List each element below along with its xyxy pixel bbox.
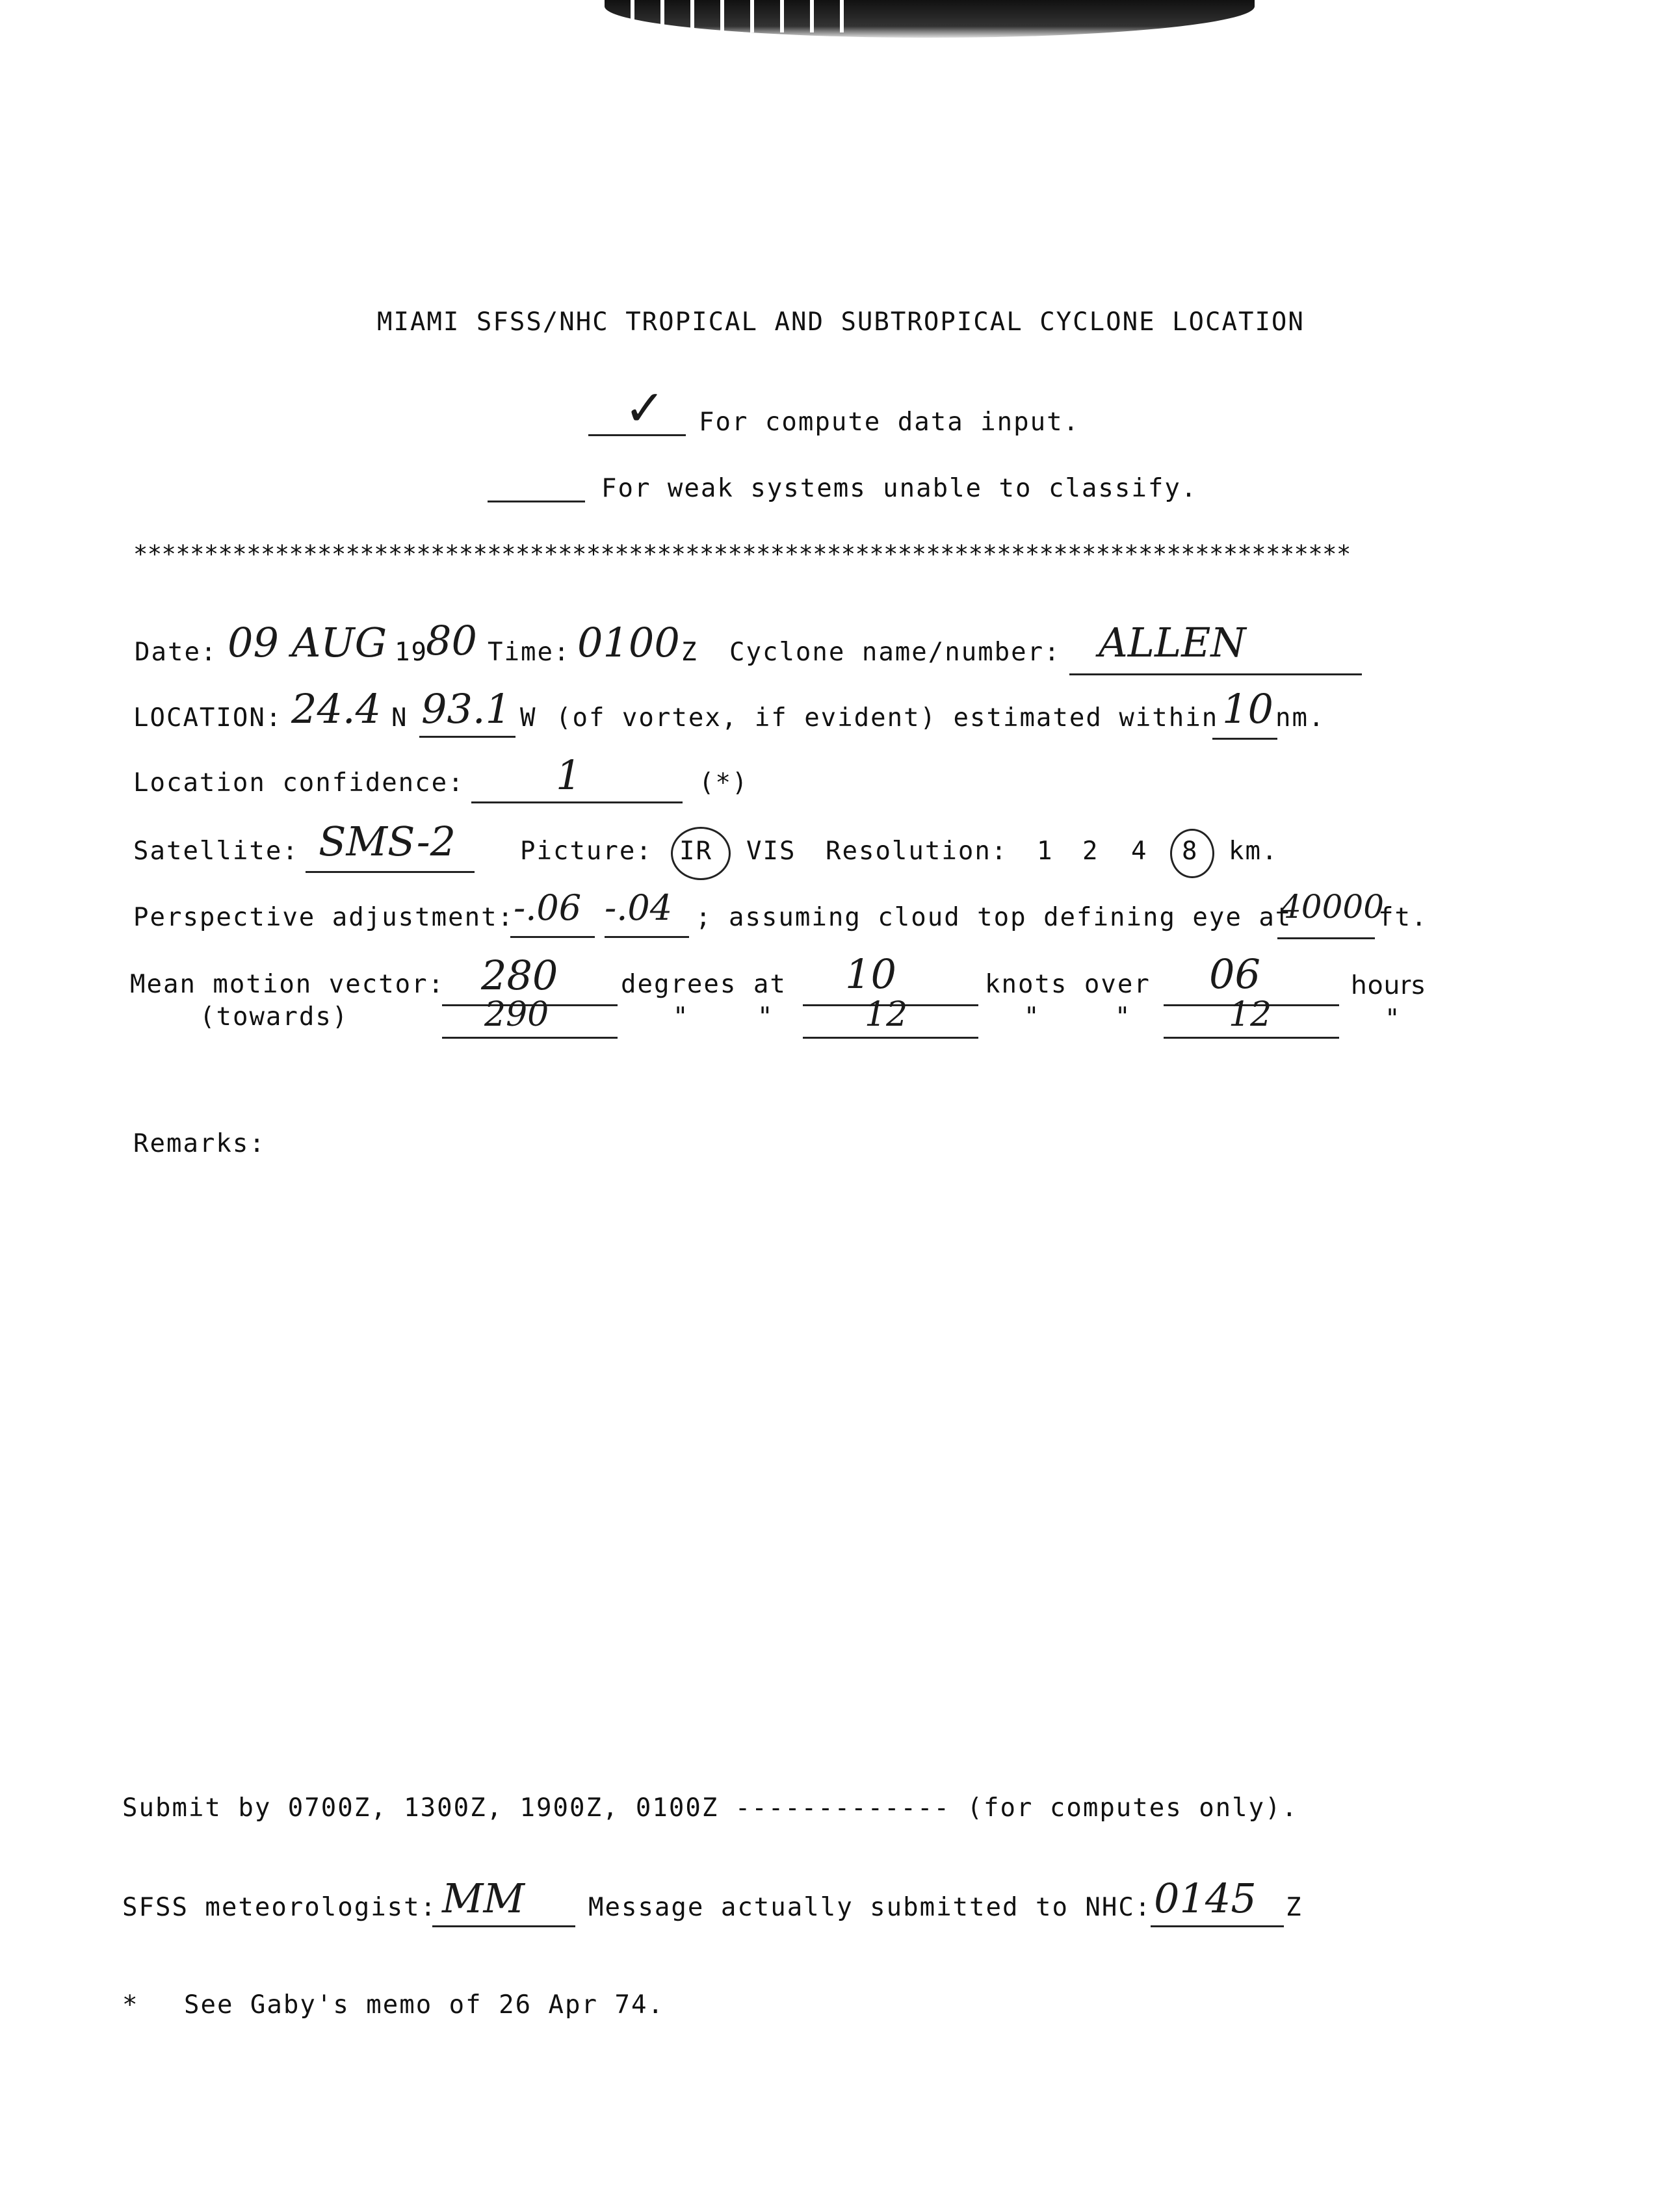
res-option-4[interactable]: 4 (1131, 837, 1148, 866)
message-blank (1151, 1925, 1284, 1927)
compute-check[interactable]: ✓ (624, 379, 666, 437)
meteorologist-value[interactable]: MM (442, 1875, 525, 1922)
location-lat-dir: N (391, 703, 408, 733)
perspective-value-1[interactable]: -.06 (514, 887, 582, 928)
meteorologist-blank (432, 1925, 575, 1927)
message-suffix: Z (1286, 1893, 1303, 1922)
cyclone-blank (1069, 673, 1362, 675)
within-blank (1212, 738, 1277, 740)
motion-label: Mean motion vector: (130, 970, 445, 999)
ditto-4: " (1115, 1002, 1132, 1032)
cyclone-value[interactable]: ALLEN (1099, 619, 1246, 666)
height-blank (1277, 937, 1375, 939)
ditto-1: " (673, 1002, 690, 1032)
res-option-8[interactable]: 8 (1182, 837, 1199, 866)
form-title: MIAMI SFSS/NHC TROPICAL AND SUBTROPICAL CYCLONE LOCATION (377, 307, 1305, 337)
confidence-blank (471, 801, 683, 803)
remarks-label: Remarks: (133, 1129, 266, 1158)
confidence-note: (*) (699, 768, 749, 798)
cyclone-label: Cyclone name/number: (729, 638, 1061, 667)
motion-knots-2[interactable]: 12 (865, 995, 908, 1034)
knots-blank-2 (803, 1037, 978, 1039)
meteorologist-label: SFSS meteorologist: (122, 1893, 437, 1922)
ditto-3: " (1024, 1002, 1041, 1032)
location-label: LOCATION: (133, 703, 283, 733)
picture-label: Picture: (520, 837, 653, 866)
location-within[interactable]: 10 (1222, 685, 1273, 733)
perspective-blank-1 (510, 936, 595, 938)
year-suffix[interactable]: 80 (426, 617, 477, 664)
footnote-star: * (122, 1990, 139, 2020)
year-prefix: 19 (395, 638, 428, 667)
confidence-value[interactable]: 1 (556, 751, 582, 799)
perspective-unit: ft. (1378, 903, 1428, 932)
resolution-unit: km. (1229, 837, 1279, 866)
hours-label: hours (1351, 971, 1426, 1000)
submit-text: Submit by 0700Z, 1300Z, 1900Z, 0100Z ------------- (for computes only). (122, 1793, 1299, 1823)
motion-knots-1[interactable]: 10 (845, 950, 896, 998)
hours-blank-2 (1164, 1037, 1339, 1039)
satellite-label: Satellite: (133, 837, 299, 866)
resolution-label: Resolution: (826, 837, 1008, 866)
location-lon-dir: W (520, 703, 537, 733)
message-time[interactable]: 0145 (1154, 1875, 1257, 1922)
perspective-height[interactable]: 40000 (1281, 888, 1385, 926)
weak-blank[interactable] (488, 501, 585, 502)
picture-ir[interactable]: IR (679, 837, 712, 866)
perspective-blank-2 (605, 936, 689, 938)
perspective-label: Perspective adjustment: (133, 903, 515, 932)
time-suffix: Z (681, 638, 698, 667)
motion-degrees-1[interactable]: 280 (481, 952, 558, 999)
motion-hours-2[interactable]: 12 (1229, 995, 1272, 1034)
satellite-blank (306, 871, 475, 873)
location-text: (of vortex, if evident) estimated within (556, 703, 1219, 733)
lon-blank (419, 736, 515, 738)
date-label: Date: (135, 638, 218, 667)
time-label: Time: (488, 638, 571, 667)
ditto-5: " (1385, 1004, 1402, 1034)
motion-degrees-2[interactable]: 290 (484, 995, 549, 1034)
time-value[interactable]: 0100 (577, 619, 680, 666)
degrees-blank-2 (442, 1037, 618, 1039)
location-lon[interactable]: 93.1 (421, 685, 512, 733)
scan-edge (605, 0, 1255, 38)
location-unit: nm. (1275, 703, 1325, 733)
separator: ************************************************************************************** (133, 540, 1351, 568)
motion-sublabel: (towards) (200, 1002, 349, 1032)
degrees-label: degrees at (621, 970, 787, 999)
date-value[interactable]: 09 AUG (228, 619, 387, 666)
weak-label: For weak systems unable to classify. (601, 474, 1198, 503)
picture-vis[interactable]: VIS (746, 837, 796, 866)
satellite-value[interactable]: SMS-2 (319, 818, 456, 865)
footnote-text: See Gaby's memo of 26 Apr 74. (184, 1990, 664, 2020)
message-label: Message actually submitted to NHC: (588, 1893, 1152, 1922)
knots-label: knots over (985, 970, 1151, 999)
perspective-text: ; assuming cloud top defining eye at (696, 903, 1292, 932)
res-option-2[interactable]: 2 (1082, 837, 1099, 866)
compute-label: For compute data input. (699, 408, 1080, 437)
location-lat[interactable]: 24.4 (291, 685, 382, 733)
ditto-2: " (757, 1002, 774, 1032)
perspective-value-2[interactable]: -.04 (605, 887, 673, 928)
confidence-label: Location confidence: (133, 768, 465, 798)
motion-hours-1[interactable]: 06 (1209, 950, 1260, 998)
res-option-1[interactable]: 1 (1037, 837, 1054, 866)
